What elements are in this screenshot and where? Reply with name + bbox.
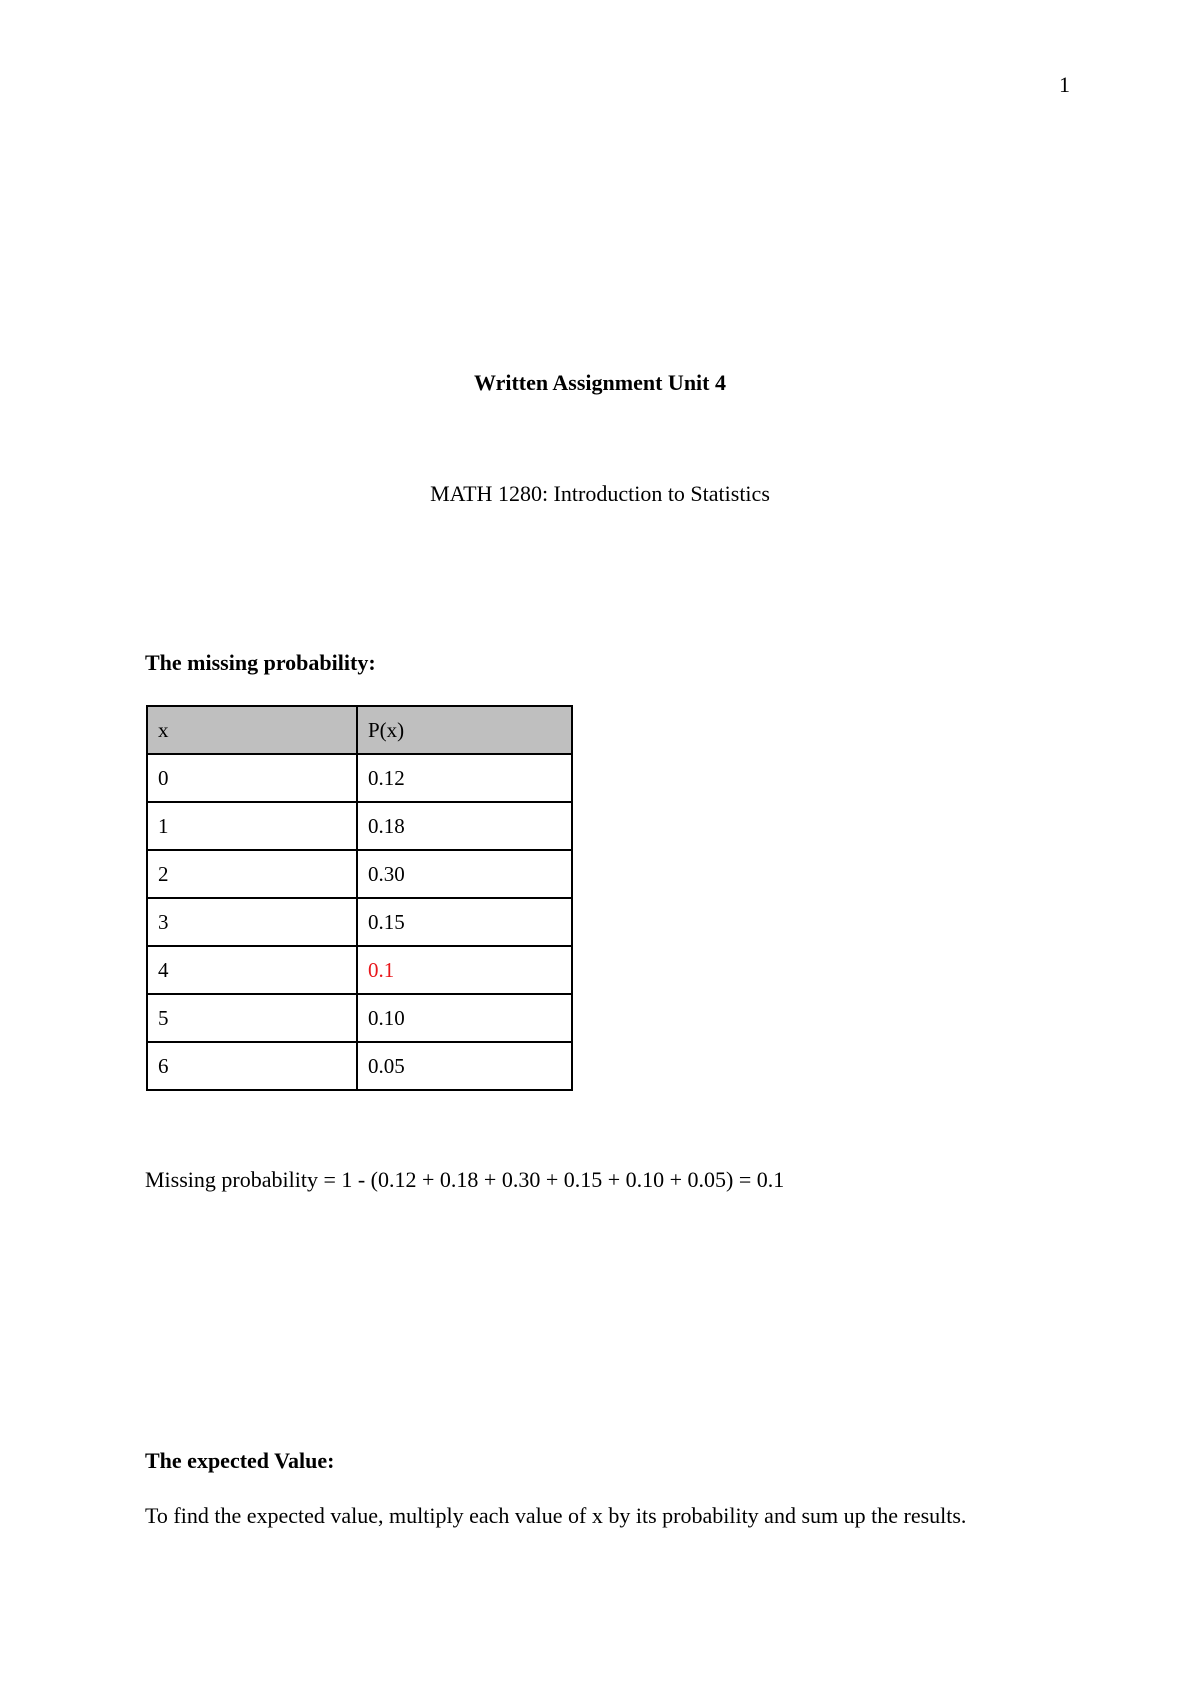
table-row [147,946,572,994]
document-title: Written Assignment Unit 4 [474,370,726,395]
probability-cell: 0.12 [357,754,572,802]
expected-value-heading: The expected Value: [145,1448,335,1473]
table-row [147,1042,572,1090]
probability-cell: 0.05 [357,1042,572,1090]
x-value-cell: 5 [147,994,357,1042]
probability-cell: 0.10 [357,994,572,1042]
x-value-cell: 4 [147,946,357,994]
missing-probability-cell: 0.1 [357,946,572,994]
table-header-row [147,706,572,754]
probability-cell: 0.30 [357,850,572,898]
column-header-x: x [147,706,357,754]
x-value-cell: 2 [147,850,357,898]
x-value-cell: 3 [147,898,357,946]
column-header-px: P(x) [357,706,572,754]
course-name: MATH 1280: Introduction to Statistics [430,481,770,506]
probability-cell: 0.15 [357,898,572,946]
expected-value-text: To find the expected value, multiply each value of x by its probability and sum up the results. [145,1503,967,1528]
table-row [147,754,572,802]
missing-probability-heading: The missing probability: [145,650,376,675]
probability-table [146,705,573,1091]
x-value-cell: 1 [147,802,357,850]
table-row [147,802,572,850]
missing-probability-calculation: Missing probability = 1 - (0.12 + 0.18 + 0.30 + 0.15 + 0.10 + 0.05) = 0.1 [145,1167,785,1192]
x-value-cell: 0 [147,754,357,802]
x-value-cell: 6 [147,1042,357,1090]
table-row [147,994,572,1042]
page-number: 1 [1059,72,1070,97]
probability-cell: 0.18 [357,802,572,850]
table-row [147,898,572,946]
table-row [147,850,572,898]
